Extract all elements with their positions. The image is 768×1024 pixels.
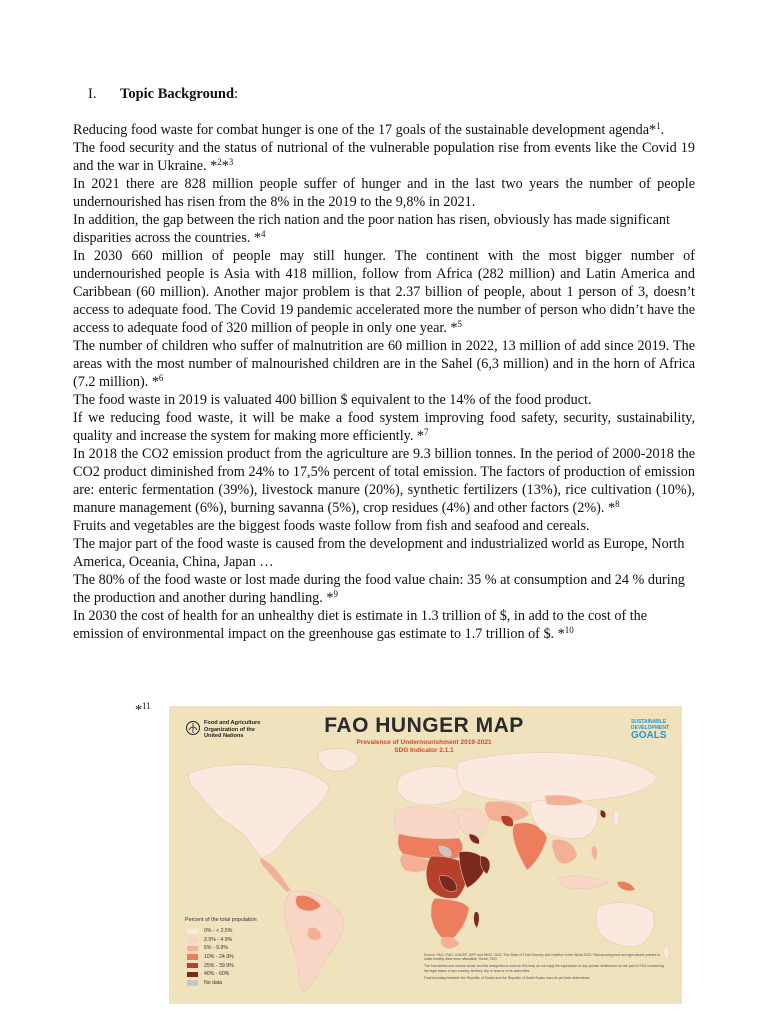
map-subtitle: Prevalence of Undernourishment 2019-2021 SDG Indicator 2.1.1 bbox=[356, 739, 492, 754]
footnote-ref[interactable]: 4 bbox=[260, 229, 266, 239]
europe bbox=[397, 767, 466, 805]
paragraph: The major part of the food waste is caused from the development and industrialized world as Europe, North America, Oceania, China, Japan … bbox=[73, 536, 685, 570]
map-legend bbox=[185, 917, 257, 987]
map-title: FAO HUNGER MAP bbox=[324, 714, 524, 737]
legend-item: 40% - 60% bbox=[187, 970, 257, 979]
paragraph: In addition, the gap between the rich nation and the poor nation has risen, obviously has made significant disparities across the countries. *$^4$ bbox=[73, 212, 670, 246]
paragraph: The 80% of the food waste or lost made during the food value chain: 35 % at consumption and 24 % during the production and another during handling. *$^9$ bbox=[73, 572, 685, 606]
section-heading: I. Topic Background: bbox=[88, 86, 239, 102]
southern-africa bbox=[431, 898, 469, 942]
map-source-notes: Source: FAO, IFAD, UNICEF, WFP and WHO. 2022. The State of Food Security and Nutrition in the World 2022. Repurposing food and agricultural policies to make healthy diets more affordable. Rome, FAO. The boundaries and names shown and the designations used on this map do not imply the expression of any opinion whatsoever on the part of FAO concerning the legal status of any country, territory, city or area or of its authorities. Final boundary between the Republic of Sudan and the Republic of South Sudan has not yet been determined. bbox=[424, 953, 664, 980]
australia bbox=[596, 903, 654, 947]
paragraph: Fruits and vegetables are the biggest foods waste follow from fish and seafood and cereals. bbox=[73, 518, 590, 534]
footnote-ref[interactable]: 5 bbox=[457, 319, 463, 329]
legend-item: 5% - 9.9% bbox=[187, 944, 257, 953]
paragraph: The number of children who suffer of malnutrition are 60 million in 2022, 13 million of add since 2019. The areas with the most number of malnourished children are in the Sahel (6,3 million) and in the horn of Africa (7.2 million). *$^6$ bbox=[73, 338, 695, 390]
central-america bbox=[260, 858, 291, 892]
paragraph: In 2030 660 million of people may still hunger. The continent with the most bigger number of undernourished people is Asia with 418 million, follow from Africa (282 million) and Latin America and Caribbean (60 million). Another major problem is that 2.37 billion of people, about 1 person of 3, doesn’t access to adequate food. The Covid 19 pandemic accelerated more the number of person who didn’t have the access to adequate food of 320 million of people in only one year. *$^5$ bbox=[73, 248, 695, 336]
new-zealand bbox=[664, 946, 669, 960]
indonesia bbox=[559, 876, 609, 889]
japan bbox=[614, 810, 619, 826]
footnote-ref[interactable]: 3 bbox=[228, 157, 234, 167]
figure-footnote-ref: *$^{11}$ bbox=[135, 701, 151, 718]
paragraph: The food waste in 2019 is valuated 400 billion $ equivalent to the 14% of the food product. bbox=[73, 392, 592, 408]
paragraph: If we reducing food waste, it will be make a food system improving food safety, security, sustainability, quality and increase the system for making more efficiently. *$^7$ bbox=[73, 410, 695, 444]
legend-swatch bbox=[187, 972, 198, 978]
paragraph: In 2021 there are 828 million people suffer of hunger and in the last two years the number of people undernourished has risen from the 8% in the 2019 to the 9,8% in 2021. bbox=[73, 176, 695, 210]
legend-swatch bbox=[187, 954, 198, 960]
paragraph: In 2030 the cost of health for an unhealthy diet is estimate in 1.3 trillion of $, in add to the cost of the emission of environmental impact on the greenhouse gas estimate to 1.7 trillion of $. *$^{10}$ bbox=[73, 608, 648, 642]
legend-item: 2.5% - 4.9% bbox=[187, 936, 257, 945]
philippines bbox=[592, 846, 597, 860]
legend-swatch bbox=[187, 963, 198, 969]
section-title: Topic Background bbox=[120, 86, 235, 102]
body-text bbox=[73, 121, 695, 643]
north-korea bbox=[600, 810, 606, 818]
legend-item: No data bbox=[187, 979, 257, 988]
legend-swatch bbox=[187, 937, 198, 943]
footnote-ref[interactable]: 7 bbox=[424, 427, 429, 437]
north-africa bbox=[394, 807, 459, 839]
sdg-logo: SUSTAINABLE DEVELOPMENT GOALS bbox=[631, 719, 670, 741]
legend-swatch bbox=[187, 929, 198, 935]
paragraph: In 2018 the CO2 emission product from the agriculture are 9.3 billion tonnes. In the period of 2000-2018 the CO2 product diminished from 24% to 17,5% percent of total emission. The factors of production of emission are: enteric fermentation (39%), livestock manure (20%), synthetic fertilizers (13%), rice cultivation (10%), manure management (6%), burning savanna (5%), crop residues (4%) and other factors (2%). *$^8$ bbox=[73, 446, 695, 516]
south-africa bbox=[441, 937, 459, 948]
legend-title: Percent of the total population bbox=[185, 917, 257, 923]
legend-item: 10% - 24.9% bbox=[187, 953, 257, 962]
legend-swatch bbox=[187, 980, 198, 986]
section-number: I. bbox=[88, 86, 97, 102]
hunger-map-figure bbox=[169, 706, 682, 1004]
footnote-ref[interactable]: 9 bbox=[333, 589, 338, 599]
legend-item: 25% - 39.9% bbox=[187, 961, 257, 970]
papua bbox=[617, 881, 635, 890]
paragraph: Reducing food waste for combat hunger is one of the 17 goals of the sustainable development agenda*$^1$. bbox=[73, 121, 665, 138]
footnote-ref[interactable]: 2 bbox=[217, 157, 222, 167]
legend-swatch bbox=[187, 946, 198, 952]
southeast-asia bbox=[552, 840, 577, 864]
footnote-ref[interactable]: 6 bbox=[158, 373, 164, 383]
footnote-ref[interactable]: 1 bbox=[656, 121, 661, 131]
footnote-ref[interactable]: 8 bbox=[615, 499, 620, 509]
paragraph: The food security and the status of nutrional of the vulnerable population rise from events like the Covid 19 and the war in Ukraine. *$^2$*$^3$ bbox=[73, 140, 695, 174]
legend-item: 0% - < 2.5% bbox=[187, 927, 257, 936]
north-america bbox=[189, 765, 329, 858]
footnote-ref[interactable]: 10 bbox=[564, 625, 574, 635]
madagascar bbox=[474, 912, 479, 928]
fao-organization: Food and Agriculture Organization of the United Nations bbox=[204, 720, 261, 739]
